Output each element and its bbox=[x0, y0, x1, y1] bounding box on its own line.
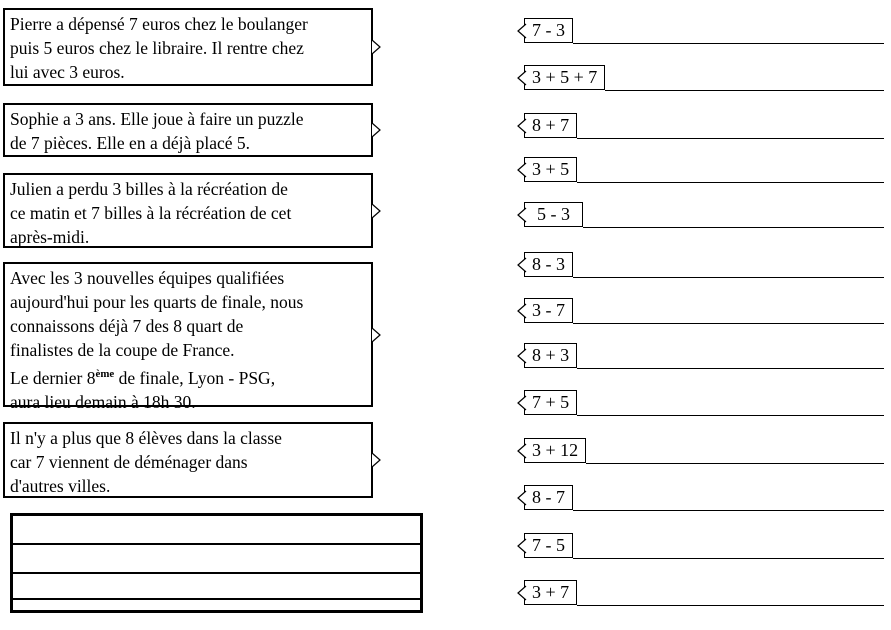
answer-line bbox=[577, 390, 884, 416]
expression-row bbox=[524, 113, 884, 138]
expression-label: 3 - 7 bbox=[532, 300, 565, 320]
expression-row bbox=[524, 438, 884, 463]
chevron-right-icon bbox=[371, 327, 381, 343]
expression-label: 8 - 7 bbox=[532, 487, 565, 507]
expression-box bbox=[524, 533, 573, 558]
answer-line bbox=[573, 533, 884, 559]
table-row bbox=[13, 543, 420, 572]
chevron-right-icon bbox=[371, 39, 381, 55]
problem-text: Avec les 3 nouvelles équipes qualifiées aujourd'hui pour les quarts de finale, nous connaissons déjà 7 des 8 quart de finalistes de la coupe de France. Le dernier 8ème de finale, Lyon - PSG, aura lieu demain à 18h 30. bbox=[10, 268, 304, 412]
answer-line bbox=[573, 485, 884, 511]
expression-label: 8 + 7 bbox=[532, 115, 570, 135]
chevron-left-icon bbox=[517, 490, 527, 506]
expression-row bbox=[524, 298, 884, 323]
expression-label: 8 + 3 bbox=[532, 345, 570, 365]
blank-answer-table bbox=[10, 513, 423, 613]
chevron-left-icon bbox=[517, 207, 527, 223]
expression-box bbox=[524, 252, 573, 277]
problem-box bbox=[3, 103, 373, 157]
chevron-left-icon bbox=[517, 70, 527, 86]
problem-box bbox=[3, 173, 373, 248]
chevron-left-icon bbox=[517, 162, 527, 178]
expression-box bbox=[524, 65, 605, 90]
expression-box bbox=[524, 485, 573, 510]
answer-line bbox=[573, 252, 884, 278]
expression-box bbox=[524, 202, 583, 227]
expression-box bbox=[524, 390, 577, 415]
chevron-left-icon bbox=[517, 303, 527, 319]
problem-text: Pierre a dépensé 7 euros chez le boulanger puis 5 euros chez le libraire. Il rentre chez lui avec 3 euros. bbox=[10, 14, 308, 82]
chevron-left-icon bbox=[517, 118, 527, 134]
chevron-left-icon bbox=[517, 538, 527, 554]
answer-line bbox=[577, 113, 884, 139]
expression-label: 7 + 5 bbox=[532, 392, 570, 412]
expression-label: 3 + 5 + 7 bbox=[532, 67, 598, 87]
answer-line bbox=[605, 65, 884, 91]
expression-row bbox=[524, 485, 884, 510]
problem-text: Il n'y a plus que 8 élèves dans la classe car 7 viennent de déménager dans d'autres villes. bbox=[10, 428, 282, 496]
expression-row bbox=[524, 18, 884, 43]
expression-row bbox=[524, 202, 884, 227]
table-row bbox=[13, 598, 420, 610]
problem-box bbox=[3, 422, 373, 498]
expression-label: 7 - 5 bbox=[532, 535, 565, 555]
answer-line bbox=[586, 438, 884, 464]
expression-box bbox=[524, 580, 577, 605]
expression-box bbox=[524, 157, 577, 182]
chevron-left-icon bbox=[517, 23, 527, 39]
expression-row bbox=[524, 580, 884, 605]
answer-line bbox=[573, 298, 884, 324]
answer-line bbox=[577, 157, 884, 183]
problem-box bbox=[3, 8, 373, 86]
problem-text: Julien a perdu 3 billes à la récréation de ce matin et 7 billes à la récréation de cet après-midi. bbox=[10, 179, 292, 247]
chevron-left-icon bbox=[517, 585, 527, 601]
chevron-right-icon bbox=[371, 203, 381, 219]
answer-line bbox=[577, 580, 884, 606]
expression-row bbox=[524, 65, 884, 90]
expression-row bbox=[524, 533, 884, 558]
expression-box bbox=[524, 438, 586, 463]
expression-label: 3 + 5 bbox=[532, 159, 570, 179]
expression-label: 3 + 7 bbox=[532, 582, 570, 602]
expression-box bbox=[524, 18, 573, 43]
answer-line bbox=[577, 343, 884, 369]
chevron-left-icon bbox=[517, 395, 527, 411]
expression-box bbox=[524, 113, 577, 138]
expression-row bbox=[524, 343, 884, 368]
expression-row bbox=[524, 252, 884, 277]
answer-line bbox=[573, 18, 884, 44]
expression-box bbox=[524, 298, 573, 323]
chevron-left-icon bbox=[517, 443, 527, 459]
expression-label: 8 - 3 bbox=[532, 254, 565, 274]
table-row bbox=[13, 572, 420, 598]
chevron-right-icon bbox=[371, 452, 381, 468]
expression-box bbox=[524, 343, 577, 368]
problem-text: Sophie a 3 ans. Elle joue à faire un puzzle de 7 pièces. Elle en a déjà placé 5. bbox=[10, 109, 304, 153]
problem-box bbox=[3, 262, 373, 412]
chevron-left-icon bbox=[517, 348, 527, 364]
expression-label: 3 + 12 bbox=[532, 440, 579, 460]
answer-line bbox=[583, 202, 884, 228]
chevron-left-icon bbox=[517, 257, 527, 273]
table-row bbox=[13, 516, 420, 543]
chevron-right-icon bbox=[371, 122, 381, 138]
expression-label: 5 - 3 bbox=[537, 204, 570, 224]
expression-label: 7 - 3 bbox=[532, 20, 565, 40]
expression-row bbox=[524, 157, 884, 182]
expression-row bbox=[524, 390, 884, 415]
